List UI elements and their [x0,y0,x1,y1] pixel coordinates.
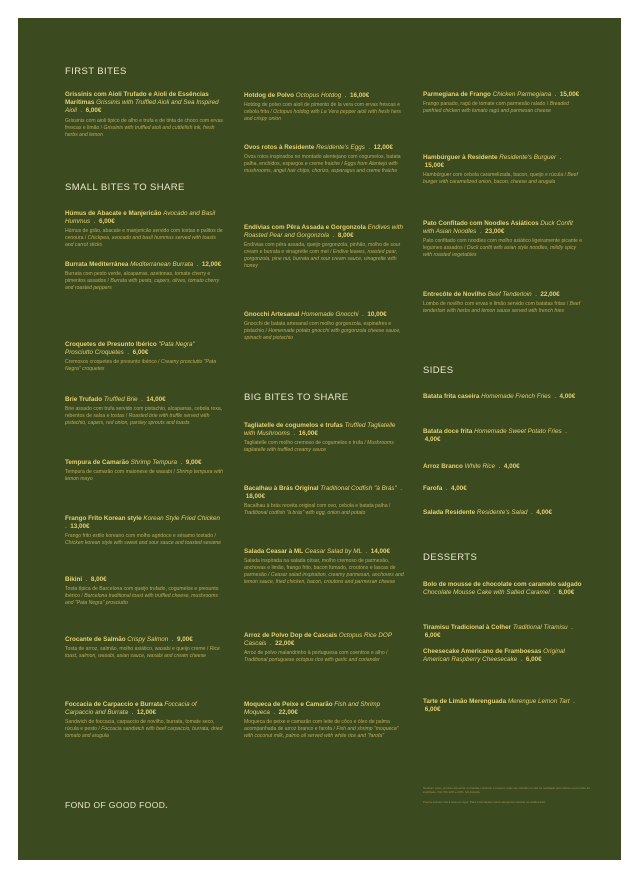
item-description-en: Barcelona traditional toast with truffled cheese, mushrooms and "Pata Negra" prosciutto [65,593,218,607]
menu-item-title [423,648,583,664]
description-separator: / [97,726,102,733]
brand-text: FOND OF GOOD FOOD [65,800,166,810]
menu-item [244,92,404,123]
item-name-en: White Rice [464,463,496,470]
description-separator: / [545,101,550,108]
item-description-en: Traditional codfish "à brás" with egg, onion and potato [244,510,366,517]
menu-item-description [244,102,404,123]
menu-item-title [244,485,404,501]
item-price-separator: . [329,232,338,240]
menu-item-title [423,581,583,597]
item-name-en: Avocado and Basil Hummus [65,210,216,226]
item-name: Bolo de mousse de chocolate com caramelo salgado [423,581,582,588]
menu-item-description [423,301,583,315]
item-price: 22,00€ [275,640,295,648]
item-price: 18,00€ [245,493,266,501]
description-separator: / [264,328,269,335]
description-separator: / [99,124,104,131]
item-price-separator: . [549,589,559,597]
menu-item-description [65,533,223,547]
item-description-pt: Grissinis com aioli típico de alho e trufa e de tinta de choco com ervas frescas e limão [65,117,223,131]
legal-note-2: Preços incluem IVA à taxa em vigor. Para informações sobre alergénios solicitar ao colaborador [423,800,546,804]
menu-item-description [423,101,583,115]
item-name: Foccacia de Carpaccio e Burrata [65,701,163,708]
item-price: 22,00€ [278,709,298,717]
menu-item-description [244,503,404,517]
item-price: 23,00€ [485,228,505,236]
legal-note-1: Nenhum prato, produto alimentar ou bebida, incluindo o couvert, pode ser cobrado se não for solicitado pelo cliente ou por este for inutilizado. IVA: 6%,13% e 23%. IVA incluído [423,786,591,794]
description-separator: / [156,359,161,366]
item-price: 15,00€ [424,162,445,170]
section-first-bites-title: FIRST BITES [65,66,127,77]
menu-item-title [423,624,583,640]
item-price-separator: . [341,92,351,99]
item-price: 4,00€ [559,393,576,400]
menu-item [244,224,404,270]
menu-item-title [65,396,223,404]
item-name-en: Traditional Tiramisu [512,624,568,631]
item-name-en: Traditional Codfish "à Brás" [320,485,397,492]
description-separator: / [462,245,467,252]
item-name-en: Residente's Salad [476,509,528,516]
item-name: Croquetes de Presunto Ibérico [65,341,157,348]
menu-item [423,291,583,315]
item-price-separator: . [128,709,137,717]
description-separator: / [268,109,274,116]
menu-item-description [65,228,223,249]
menu-item [423,581,583,597]
item-name-en: Foccacia of Carpaccio and Burrata [65,701,197,717]
menu-item [423,91,583,115]
item-name-en: Endives with Roasted Pear and Gorgonzola [244,224,404,240]
item-name: Entrecôte de Novilho [423,291,486,298]
item-price-separator: . [423,624,573,640]
item-name: Crocante de Salmão [65,636,126,643]
item-name: Brie Trufado [65,396,103,403]
item-description-en: Ceasar salad inspiration, creamy parmesan, anchoves and lemon sauce, fried chicken, bacon, croutons and parmesan cheese [244,572,404,586]
menu-item-title [65,261,223,269]
menu-item [244,422,404,454]
item-name: Tarte de Limão Merenguada [423,698,507,705]
menu-item-description [65,646,223,660]
item-price: 9,00€ [177,636,193,643]
menu-item-title [423,698,583,714]
menu-item-description [65,586,223,607]
menu-item-description [65,469,223,483]
item-description-en: Duck confit with asian style noodles, mildly spicy with roasted vegetables [423,245,577,259]
item-description-en: Shrimp tempura with lemon mayo [65,469,223,483]
item-name-en: Homemade Sweet Potato Fries [474,428,562,435]
menu-item [65,515,223,547]
menu-item-description [244,440,404,454]
menu-item-title [65,576,223,584]
menu-item [423,698,583,714]
menu-item-description [65,271,223,292]
menu-item [244,701,404,740]
item-price-separator: . [266,640,276,648]
menu-item-title [423,428,583,444]
item-price: 6,00€ [98,218,115,226]
item-description-en: Endive leaves, roasted pear, gorgonzola, pine nut, burrata and sour cream sauce, vinagrette with honey [244,249,398,270]
description-separator: / [106,278,111,285]
item-description-pt: Húmus de grão, abacate e manjericão servido com tostas e palitos de cenoura [65,228,223,242]
description-separator: / [80,593,85,600]
description-separator: / [563,172,568,179]
item-name-en: Octopus Rice DOP Cascais [244,632,392,648]
menu-item [423,463,583,471]
item-name: Parmegiana de Frango [423,91,491,98]
menu-item [244,311,404,342]
menu-item-title [65,341,223,357]
menu-item [423,393,583,401]
item-price-separator: . [358,311,368,318]
menu-item-title [423,154,583,170]
item-description-en: Beef tenderloin with herbs and lemon sauce served with french fries [423,301,581,315]
item-price-separator: . [65,515,222,531]
menu-item [244,485,404,517]
item-description-en: Fish and shrimp "moqueca" with coconut milk, palmo oil served with white rice and "farofa" [244,726,399,740]
item-price-separator: . [423,428,567,444]
item-name: Tempura de Camarão [65,459,129,466]
menu-item [65,210,223,249]
menu-item-description [423,172,583,186]
item-name-en: Truffled Tagliatelle with Mushrooms [244,422,396,438]
menu-item [423,220,583,259]
item-name-en: Chicken Parmegiana [492,91,552,98]
item-description-pt: Tagliatelle com molho cremoso de cogumelos e trufa [244,440,363,447]
description-separator: / [565,301,570,308]
item-price: 15,00€ [559,91,580,98]
item-price: 6,00€ [525,656,542,664]
item-price: 12,00€ [373,144,393,151]
menu-item-description [244,558,404,586]
item-name: Burrata Mediterrânea [65,261,129,268]
item-name-en: Homemade French Fries [481,393,551,400]
item-price: 6,00€ [424,632,441,640]
item-description-pt: Gnocchi de batata artesanal com molho gorgonzola, espinafres e pistachio [244,321,392,335]
menu-page [18,18,621,860]
item-name: Ovos rotos à Residente [244,144,315,151]
item-description-pt: Sandwich de foccacia, carpaccio de novilho, burrata, tomate seco, rúcula e pesto [65,719,215,733]
menu-item-description [244,650,404,664]
item-description-pt: Cremosos croquetes de presunto ibérico [65,359,157,366]
item-description-pt: Hotdog de polvo com aioli de pimento de la vera com ervas frescas e cebola frita [244,102,401,116]
menu-item-description [65,359,223,373]
menu-item [244,548,404,586]
item-name: Bikini [65,576,83,583]
section-sides-title: SIDES [423,365,454,376]
item-price: 6,00€ [85,107,102,115]
description-separator: / [266,572,271,579]
item-name-en: Truffled Brie [103,396,138,403]
menu-item-description [244,321,404,342]
menu-item-title [65,91,223,116]
item-description-en: Traditional portuguese octopus rice with garlic and coriander [244,657,380,664]
item-price-separator: . [193,261,202,268]
item-price-separator: . [495,463,504,470]
brand-dot: . [165,800,169,810]
item-description-pt: Tempura de camarão com maionese de wasabi [65,469,173,476]
item-price: 12,00€ [201,261,222,268]
item-name: Tagliatelle de cogumelos e trufas [244,422,343,429]
item-price: 4,00€ [536,509,552,516]
menu-item-title [423,463,583,471]
item-price-separator: . [364,144,374,151]
item-name-en: Ceasar Salad by ML [304,548,362,555]
item-price-separator: . [90,218,99,226]
description-separator: / [172,469,177,476]
item-name-en: Fish and Shrimp Moqueca [244,701,381,717]
item-name-en: Shrimp Tempura [130,459,177,466]
item-name: Hambúrguer à Residente [423,154,498,161]
menu-item-title [244,422,404,438]
menu-item-description [244,154,404,175]
description-separator: / [205,646,210,653]
item-name: Salada Ceasar à ML [244,548,304,555]
item-name: Hotdog de Polvo [244,92,295,99]
item-name: Arroz de Polvo Dop de Cascais [244,632,338,639]
section-small-bites-title: SMALL BITES TO SHARE [65,182,185,193]
item-description-en: Breaded panfried chicken with tomato ragú and parmesan cheese [423,101,569,115]
menu-item-title [423,509,583,517]
item-description-en: Creamy prosciutto "Pata Negra" croquetes [65,359,217,373]
menu-item [423,624,583,640]
item-name-en: Grissinis with Truffled Aioli and Sea Inspired Aioli [65,99,219,115]
item-price: 10,00€ [367,311,387,318]
menu-item [65,636,223,660]
item-name: Húmus de Abacate e Manjericão [65,210,162,217]
menu-item [423,428,583,444]
item-name-en: Original American Raspberry Cheesecake [423,648,565,664]
item-price-separator: . [531,291,541,298]
item-description-en: Chickpea, avocado and basil hummus served with toasts and carrot sticks [65,235,216,249]
item-name-en: Merengue Lemon Tart [507,698,570,705]
item-description-pt: Ovos rotos inspirados no montado alentejano com cogumelos, batata palha, enchidos, espargos e creme fraiche [244,154,401,168]
item-price-separator: . [527,509,537,516]
item-price: 22,00€ [540,291,560,298]
item-name: Cheesecake Americano de Framboesas [423,648,542,655]
menu-item [423,154,583,186]
menu-item [65,701,223,740]
item-price: 8,00€ [337,232,354,240]
item-price-separator: . [551,91,560,98]
menu-item-title [423,91,583,99]
description-separator: / [328,249,333,256]
item-name-en: Residente's Eggs [316,144,365,151]
item-description-pt: Pato confitado com noodles com molho asiático ligeiramente picante e legumes assados [423,238,583,252]
menu-item-title [65,515,223,531]
item-price: 13,00€ [70,523,90,531]
item-description-en: Chicken korean style with sweet and sour sauce and toasted sesame [65,540,222,547]
item-price-separator: . [423,154,562,170]
item-description-pt: Frango frito estilo koreano com molho agridoce e sésamo tostado [65,533,214,540]
item-price-separator: . [137,396,147,403]
item-price-separator: . [123,349,133,357]
item-price-separator: . [289,430,299,438]
menu-item [244,632,404,664]
item-price-separator: . [269,709,279,717]
item-price-separator: . [177,459,186,466]
item-price-separator: . [476,228,486,236]
item-description-en: Roasted brie with truffle served with pistachio, capers, red onion, parsley sprouts and toasts [65,413,210,427]
menu-item-title [244,632,404,648]
menu-item-title [244,311,404,319]
item-name: Farofa [423,485,443,492]
description-separator: / [213,533,216,540]
menu-item [244,144,404,175]
item-price: 6,00€ [424,706,441,714]
item-description-pt: Burrata com pesto verde, alcaparras, azeitonas, tomate cherry e pimentos assados [65,271,211,285]
item-description-en: Beef burger with caramelized onion, bacon, cheese and arugula [423,172,578,186]
item-description-en: Burrata with pesto, capers, olives, tomato cherry and roasted peppers [65,278,220,292]
menu-item-title [244,224,404,240]
item-name: Gnocchi Artesanal [244,311,300,318]
item-price-separator: . [517,656,526,664]
item-description-en: Rice toast, salmon, wasabi, asian sauce, wasabi and cream cheese [65,646,220,660]
menu-item-title [423,220,583,236]
item-name-en: Mediterranean Burrata [130,261,194,268]
description-separator: / [362,440,368,447]
menu-item-title [423,485,583,493]
item-description-en: Octopus hotdog with La Vera pepper aioli with fresh hers and crispy onion [244,109,401,123]
item-name: Batata doce frita [423,428,473,435]
item-description-pt: Arroz de polvo malandrinho à portuguesa com coentros e alho [244,650,385,657]
item-name: Moqueca de Peixe e Camarão [244,701,333,708]
description-separator: / [83,235,88,242]
item-price-separator: . [361,548,371,555]
item-name-en: Beef Tenderloin [487,291,532,298]
item-description-pt: Brie assado com trufa servido com pistachio, alcaparras, cebola roxa, rebentos de salsa e tostas [65,406,223,420]
description-separator: / [387,503,391,510]
menu-item-description [65,719,223,740]
item-name: Tiramisu Tradicional à Colher [423,624,512,631]
menu-item-title [65,701,223,717]
menu-item [65,341,223,373]
item-description-pt: Moqueca de peixe e camarão com leite de côco e óleo de palma acompanhada de arroz branco e farofa [244,719,390,733]
menu-item-description [244,719,404,740]
menu-item [423,509,583,517]
item-price: 16,00€ [350,92,370,99]
section-desserts-title: DESSERTS [423,552,478,563]
menu-item-title [244,548,404,556]
item-name-en: Octopus Hotdog [295,92,342,99]
menu-item-title [65,210,223,226]
menu-item-description [423,238,583,259]
item-description-en: Grissinis with truffled aioli and cuttlefish ink, fresh herbs and lemon [65,124,215,138]
menu-item [65,261,223,292]
item-name: Pato Confitado com Noodles Asiáticos [423,220,539,227]
item-name-en: "Pata Negra" Prosciutto Croquetes [65,341,195,357]
menu-item-title [244,701,404,717]
menu-item-description [65,406,223,427]
description-separator: / [332,726,337,733]
item-description-pt: Lombo de novilho com ervas e limão servido com batatas fritas [423,301,566,308]
item-name: Bacalhau à Brás Original [244,485,319,492]
item-name-en: Korean Style Fried Chicken [143,515,221,522]
item-price-separator: . [423,698,575,714]
item-price: 6,00€ [558,589,575,597]
item-name: Batata frita caseira [423,393,480,400]
item-name: Salada Residente [423,509,476,516]
item-description-pt: Tosta de arroz, salmão, molho asiático, wasabi e queijo creme [65,646,206,653]
menu-item [423,485,583,493]
footer-brand [65,800,168,810]
item-price: 6,00€ [132,349,149,357]
item-description-en: Homemade potato gnocchi with gorgonzola cheese sauce, spinach and pistachio [244,328,401,342]
item-price-separator: . [244,485,402,501]
item-name: Frango Frito Korean style [65,515,142,522]
description-separator: / [124,413,129,420]
item-price: 8,00€ [90,576,107,583]
menu-item-description [244,242,404,270]
description-separator: / [384,650,388,657]
item-price-separator: . [550,393,560,400]
item-name-en: Duck Confit with Asian Noodles [423,220,573,236]
item-description-pt: Hambúrguer com cebola caramelizada, bacon, queijo e rúcula [423,172,564,179]
item-price-separator: . [442,485,451,492]
item-name-en: Crispy Salmon [127,636,169,643]
item-price: 14,00€ [146,396,166,403]
menu-item-title [423,393,583,401]
menu-item [423,648,583,664]
item-price: 14,00€ [370,548,390,555]
menu-item [65,459,223,483]
item-price-separator: . [168,636,177,643]
item-name: Endívias com Pêra Assada e Gorgonzola [244,224,366,231]
item-description-pt: Tosta típica de Barcelona com queijo trufado, cogumelos e presunto ibérico [65,586,219,600]
item-name: Grissinis com Aioli Trufado e Aioli de Essências Marítimas [65,91,209,107]
item-name-en: Homemade Gnocchi [301,311,359,318]
menu-item-title [244,144,404,152]
item-description-en: Foccacia sandwich with beef carpaccio, burrata, dried tomato and arugula [65,726,223,740]
item-name-en: Chocolate Mousse Cake with Salted Caramel [423,589,550,597]
item-price-separator: . [82,576,91,583]
menu-item [65,396,223,427]
item-price: 12,00€ [136,709,157,717]
item-price: 9,00€ [185,459,202,466]
menu-item-title [423,291,583,299]
item-price: 4,00€ [503,463,520,470]
item-name: Arroz Branco [423,463,463,470]
item-description-pt: Salada inspirada na salada césar, molho cremoso de parmesão, anchovas e limão, frango frito, bacon fumado, croutons e lascas de parmesão [244,558,396,579]
section-big-bites-title: BIG BITES TO SHARE [244,392,349,403]
item-price: 16,00€ [298,430,318,438]
menu-item-title [244,92,404,100]
item-name-en: Residente's Burguer [499,154,557,161]
item-description-pt: Bacalhau à brás receita original com ovo, cebola e batata palha [244,503,388,510]
item-price: 4,00€ [451,485,467,492]
description-separator: / [340,161,345,168]
item-price: 4,00€ [424,436,441,444]
menu-item [65,91,223,139]
item-description-en: Eggs from Alentejo with mushrooms, angel hair chips, chorizo, asparagus and creme fraiche [244,161,398,175]
menu-item-title [65,636,223,644]
item-description-en: Mushrooms tagliatelle with truffled creamy sauce [244,440,394,454]
menu-item-title [65,459,223,467]
item-description-pt: Frango panado, ragú de tomate com parmesão ralado [423,101,546,108]
menu-item [65,576,223,607]
menu-item-description [65,118,223,139]
item-price-separator: . [76,107,86,115]
item-description-pt: Endívias com pêra assada, queijo gorgonzola, pinhão, molho de sour cream e burrata e vinagrette com mel [244,242,401,256]
